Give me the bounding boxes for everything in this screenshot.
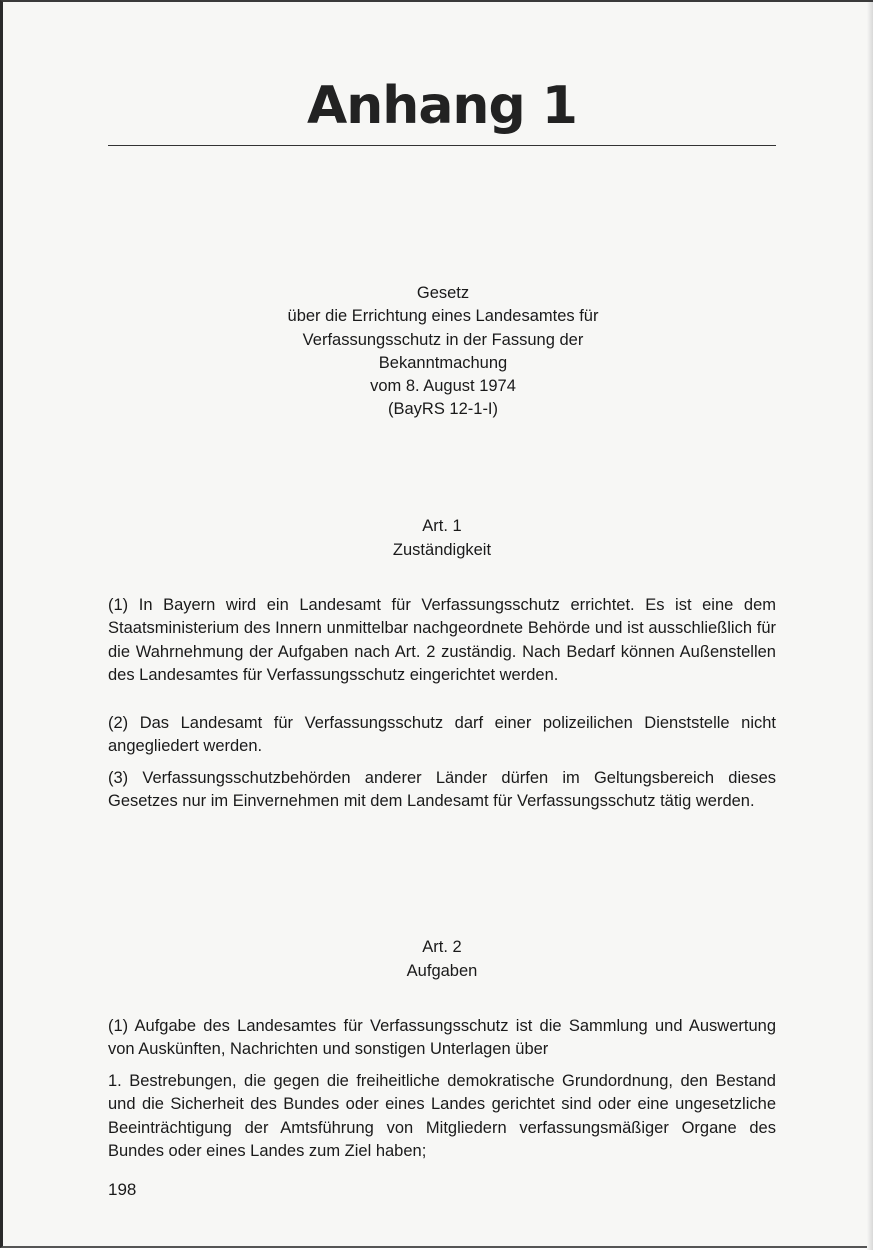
appendix-heading: Anhang 1 — [307, 76, 577, 136]
article-number: Art. 2 — [422, 938, 462, 956]
heading-rule — [108, 145, 776, 146]
article-2-heading — [108, 935, 776, 983]
article-2-paragraph-1: (1) Aufgabe des Landesamtes für Verfassungsschutz ist die Sammlung und Auswertung von Auskünften, Nachrichten und sonstigen Unterlagen über — [108, 1017, 776, 1059]
law-title-line: Verfassungsschutz in der Fassung der — [302, 330, 584, 349]
law-title-line: (BayRS 12-1-I) — [387, 400, 499, 419]
article-1-paragraph-3: (3) Verfassungsschutzbehörden anderer Länder dürfen im Geltungsbereich dieses Gesetzes nur im Einvernehmen mit dem Landesamt für Verfassungsschutz tätig werden. — [108, 769, 776, 811]
law-title — [183, 282, 703, 422]
page-number: 198 — [108, 1180, 137, 1199]
article-1-heading — [108, 514, 776, 562]
law-title-line: über die Errichtung eines Landesamtes für — [287, 307, 599, 326]
article-1-paragraph-2: (2) Das Landesamt für Verfassungsschutz darf einer polizeilichen Dienststelle nicht angegliedert werden. — [108, 714, 776, 756]
law-title-line: vom 8. August 1974 — [370, 377, 516, 396]
law-title-line: Bekanntmachung — [378, 353, 508, 372]
article-number: Art. 1 — [422, 517, 462, 535]
article-title: Aufgaben — [406, 962, 478, 980]
article-title: Zuständigkeit — [392, 541, 492, 559]
article-1-paragraph-1: (1) In Bayern wird ein Landesamt für Verfassungsschutz errichtet. Es ist eine dem Staatsministerium des Innern unmittelbar nachgeordnete Behörde und ist ausschließlich für die Wahrnehmung der Aufgaben nach Art. 2 zuständig. Nach Bedarf können Außenstellen des Landesamtes für Verfassungsschutz eingerichtet werden. — [108, 596, 776, 684]
article-2-item-1: 1. Bestrebungen, die gegen die freiheitliche demokratische Grundordnung, den Bestand und die Sicherheit des Bundes oder eines Landes gerichtet sind oder eine ungesetzliche Beeinträchtigung der Amtsführung von Mitgliedern verfassungsmäßiger Organe des Bundes oder eines Landes zum Ziel haben; — [108, 1072, 776, 1160]
law-title-line: Gesetz — [416, 284, 470, 302]
